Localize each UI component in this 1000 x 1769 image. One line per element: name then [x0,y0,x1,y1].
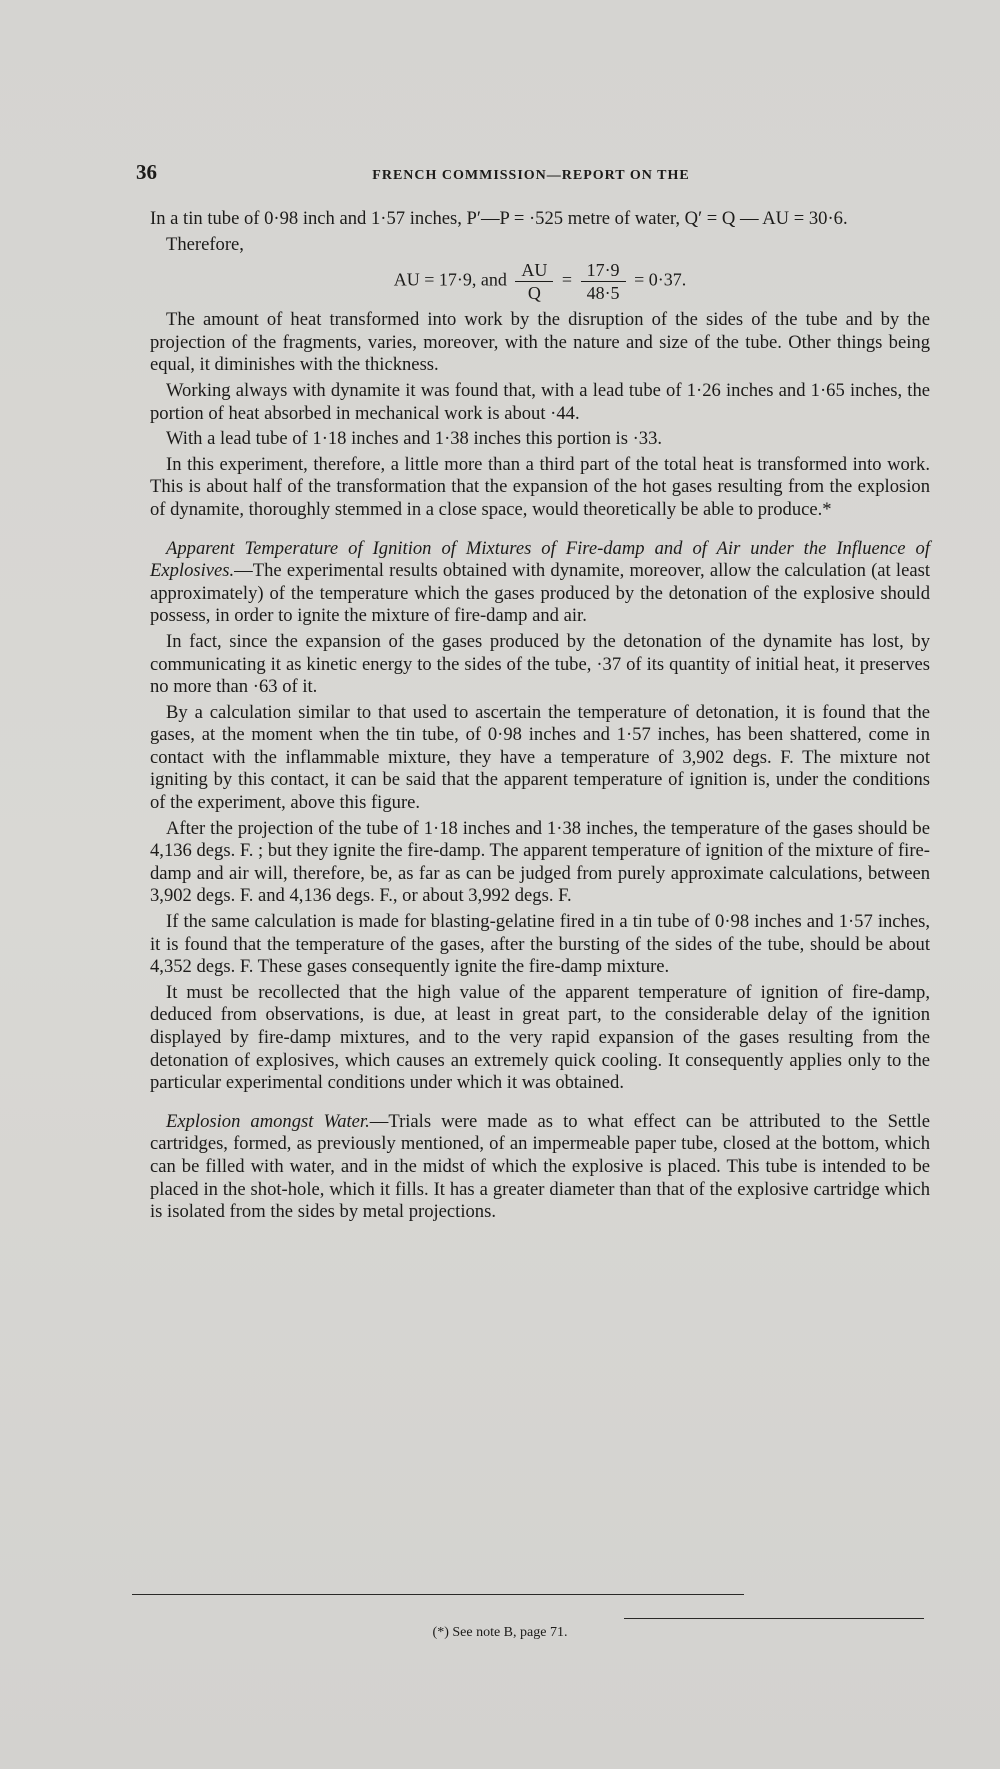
paragraph: Working always with dynamite it was found that, with a lead tube of 1·26 inches and 1·65 inches, the portion of heat absorbed in mechanical work is about ·44. [150,379,930,424]
fraction-numerator: AU [521,260,548,281]
section-heading: Explosion amongst Water. [166,1110,370,1132]
fraction-numerator: 17·9 [586,260,620,281]
intro-paragraph: In a tin tube of 0·98 inch and 1·57 inches, P′—P = ·525 metre of water, Q′ = Q — AU = 30·6. [150,208,848,229]
paragraph: After the projection of the tube of 1·18 inches and 1·38 inches, the temperature of the gases should be 4,136 degs. F. ; but they ignite the fire-damp. The apparent temperature of ignition of the mixture of fire-damp and air will, therefore, be, as far as can be judged from purely approximate calculations, between 3,902 degs. F. and 4,136 degs. F., or about 3,992 degs. F. [150,817,930,907]
section-text: —The experimental results obtained with dynamite, moreover, allow the calculation (at least approximately) of the temperature which the gases produced by the detonation of the explosive should possess, in order to ignite the mixture of fire-damp and air. [150,560,930,627]
paragraph: If the same calculation is made for blasting-gelatine fired in a tin tube of 0·98 inches and 1·57 inches, it is found that the temperature of the gases, after the bursting of the sides of the tube, should be about 4,352 degs. F. These gases consequently ignite the fire-damp mixture. [150,911,930,978]
fraction-au-over-q [515,260,553,303]
paragraph: In fact, since the expansion of the gases produced by the detonation of the dynamite has lost, by communicating it as kinetic energy to the sides of the tube, ·37 of its quantity of initial heat, it preserves no more than ·63 of it. [150,630,930,698]
section-apparent-temperature [150,538,930,628]
running-title: FRENCH COMMISSION—REPORT ON THE [372,168,690,183]
section-explosion-water [150,1111,930,1224]
equation-result: = 0·37. [634,269,687,290]
therefore-line: Therefore, [166,233,244,255]
equation [150,260,930,303]
section-text: —Trials were made as to what effect can be attributed to the Settle cartridges, formed, as previously mentioned, of an impermeable paper tube, closed at the bottom, which can be filled with water, and in the midst of which the explosive is placed. This tube is intended to be placed in the shot-hole, which it fills. It has a greater diameter than that of the explosive cartridge which is isolated from the sides by metal projections. [150,1110,930,1223]
paragraph: The amount of heat transformed into work by the disruption of the sides of the tube and by the projection of the fragments, varies, moreover, with the nature and size of the tube. Other things being equal, it diminishes with the thickness. [150,309,930,376]
footnote: (*) See note B, page 71. [432,1625,568,1640]
paragraph: With a lead tube of 1·18 inches and 1·38 inches this portion is ·33. [166,428,663,450]
fraction-denominator: 48·5 [586,283,620,304]
body-text [150,208,930,1227]
fraction-bar [515,281,553,282]
paragraph: In this experiment, therefore, a little more than a third part of the total heat is transformed into work. This is about half of the transformation that the expansion of the hot gases resulting from the explosion of dynamite, thoroughly stemmed in a close space, would theoretically be able to produce.* [150,453,930,520]
paragraph: It must be recollected that the high value of the apparent temperature of ignition of fire-damp, deduced from observations, is due, at least in great part, to the considerable delay of the ignition displayed by fire-damp mixtures, and to the very rapid expansion of the gases resulting from the detonation of explosives, which causes an extremely quick cooling. It consequently applies only to the particular experimental conditions under which it was obtained. [150,981,930,1094]
equation-equals: = [561,269,573,290]
equation-part1: AU = 17·9, and [393,269,507,290]
page-number: 36 [136,160,157,184]
section-heading: Apparent Temperature of Ignition of Mixtures of Fire-damp and of Air under the Influence of Explosives. [150,537,930,582]
fraction-bar [581,281,626,282]
paragraph: By a calculation similar to that used to ascertain the temperature of detonation, it is found that the gases, at the moment when the tin tube, of 0·98 inches and 1·57 inches, has been shattered, come in contact with the inflammable mixture, they have a temperature of 3,902 degs. F. The mixture not igniting by this contact, it can be said that the apparent temperature of ignition is, under the conditions of the experiment, above this figure. [150,701,930,814]
page-header [136,160,926,190]
footnote-rule-secondary [624,1618,924,1619]
footnote-rule [132,1594,744,1595]
fraction-denominator: Q [527,283,541,304]
fraction-values [581,260,626,303]
